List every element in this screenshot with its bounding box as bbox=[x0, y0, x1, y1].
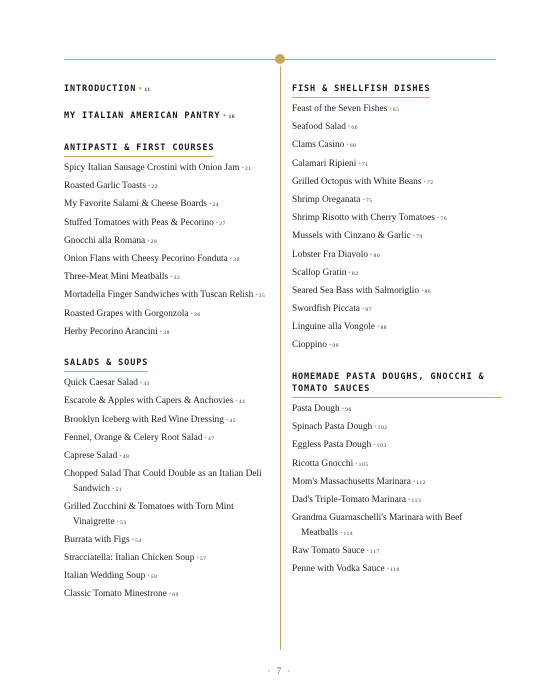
page-number: 27 bbox=[219, 220, 226, 227]
section-heading bbox=[292, 83, 502, 98]
bullet: • bbox=[370, 250, 373, 259]
page-number: 86 bbox=[424, 288, 432, 295]
toc-entry[interactable] bbox=[292, 193, 502, 209]
entry-title: Herby Pecorino Arancini bbox=[64, 326, 158, 337]
toc-entry[interactable] bbox=[292, 511, 502, 541]
entry-title: Lobster Fra Diavolo bbox=[292, 249, 369, 260]
page-number: 75 bbox=[365, 197, 373, 204]
page-number: 79 bbox=[416, 234, 423, 241]
left-sections bbox=[64, 142, 268, 603]
toc-right-column bbox=[292, 83, 502, 595]
toc-section-fish-shellfish-dishes bbox=[292, 83, 502, 354]
entry-title: Stracciatella: Italian Chicken Soup bbox=[64, 552, 195, 563]
entry-title: Italian Wedding Soup bbox=[64, 571, 146, 582]
bullet: • bbox=[255, 291, 258, 300]
bullet: • bbox=[355, 459, 358, 468]
page-number: 51 bbox=[115, 486, 123, 493]
page-number: 30 bbox=[233, 256, 240, 263]
toc-entry[interactable] bbox=[64, 569, 268, 585]
page-number: 22 bbox=[151, 184, 159, 191]
entry-title: Grandma Guarnaschelli's Marinara with Beef Meatballs bbox=[292, 513, 463, 538]
entry-title: Spinach Pasta Dough bbox=[292, 422, 373, 433]
toc-entry[interactable] bbox=[64, 161, 268, 177]
page-number: 60 bbox=[172, 592, 179, 599]
entry-title: Escarole & Apples with Capers & Anchovies bbox=[64, 396, 234, 407]
bullet: • bbox=[235, 397, 238, 406]
entry-title: Onion Flans with Cheesy Pecorino Fonduta bbox=[64, 253, 228, 264]
page-number: 118 bbox=[390, 567, 400, 574]
toc-section-salads-soups bbox=[64, 357, 268, 603]
page-number: 21 bbox=[244, 166, 252, 172]
toc-entry[interactable] bbox=[64, 252, 268, 268]
bullet: • bbox=[215, 218, 219, 227]
page-number: 82 bbox=[351, 270, 359, 277]
bullet: • bbox=[204, 433, 207, 442]
page-number: 87 bbox=[365, 307, 373, 314]
bullet: • bbox=[225, 415, 229, 424]
bullet: • bbox=[366, 546, 370, 555]
page-number: 117 bbox=[370, 548, 380, 555]
page-number: 105 bbox=[358, 461, 369, 468]
section-heading bbox=[64, 142, 268, 157]
bullet: • bbox=[328, 341, 332, 350]
entry-title: Roasted Garlic Toasts bbox=[64, 181, 146, 192]
toc-entry[interactable] bbox=[64, 533, 268, 549]
bullet: • bbox=[412, 232, 416, 241]
bullet: • bbox=[423, 177, 426, 186]
toc-entry[interactable] bbox=[292, 457, 502, 473]
page-number: 32 bbox=[173, 275, 181, 282]
bullet: • bbox=[348, 268, 351, 277]
bullet: • bbox=[170, 273, 173, 282]
entry-title: Grilled Zucchini & Tomatoes with Torn Mint Vinaigrette bbox=[64, 502, 234, 527]
entry-title: Clams Casino bbox=[292, 140, 345, 151]
toc-entry[interactable] bbox=[64, 307, 268, 323]
section-title: FISH & SHELLFISH DISHES bbox=[292, 83, 430, 98]
toc-entry[interactable] bbox=[64, 376, 268, 392]
entry-title: Penne with Vodka Sauce bbox=[292, 564, 385, 575]
entry-title: Caprese Salad bbox=[64, 451, 118, 462]
section-heading bbox=[292, 371, 502, 398]
entry-title: Burrata with Figs bbox=[64, 534, 130, 545]
toc-entry[interactable] bbox=[292, 475, 502, 491]
toc-left-column bbox=[64, 83, 268, 620]
page-number: 65 bbox=[392, 107, 400, 113]
entry-title: Grilled Octopus with White Beans bbox=[292, 176, 422, 187]
bullet: • bbox=[374, 423, 377, 432]
bullet: • bbox=[421, 286, 424, 295]
page-number: 72 bbox=[426, 179, 434, 186]
entry-title: Dad's Triple-Tomato Marinara bbox=[292, 494, 407, 505]
page-number: 113 bbox=[411, 497, 422, 504]
section-heading bbox=[64, 357, 268, 372]
bullet: • bbox=[147, 182, 151, 191]
entry-title: Spicy Italian Sausage Crostini with Onion Jam bbox=[64, 163, 240, 173]
toc-entry[interactable] bbox=[64, 500, 268, 530]
page-number: 24 bbox=[212, 202, 220, 209]
entry-title: Calamari Ripieni bbox=[292, 158, 357, 169]
toc-entry[interactable] bbox=[64, 449, 268, 465]
gold-dot-ornament bbox=[275, 54, 285, 64]
toc-entry[interactable] bbox=[292, 157, 502, 173]
entry-title: Quick Caesar Salad bbox=[64, 378, 138, 389]
bullet: • bbox=[436, 214, 440, 223]
page-number: 58 bbox=[150, 574, 158, 581]
bullet: • bbox=[241, 164, 244, 172]
bullet: • bbox=[116, 517, 120, 526]
entry-title: Brooklyn Iceberg with Red Wine Dressing bbox=[64, 414, 224, 425]
page-number: 35 bbox=[258, 293, 266, 300]
bullet: • bbox=[168, 590, 172, 599]
bullet: • bbox=[119, 452, 122, 461]
bullet: • bbox=[138, 85, 144, 93]
entry-title: Mussels with Cinzano & Garlic bbox=[292, 231, 411, 242]
toc-entry[interactable] bbox=[64, 467, 268, 497]
page-number: 103 bbox=[376, 443, 387, 450]
entry-title: Cioppino bbox=[292, 340, 327, 351]
page-number: 114 bbox=[343, 530, 354, 537]
entry-title: Chopped Salad That Could Double as an Italian Deli Sandwich bbox=[64, 469, 262, 494]
bullet: • bbox=[131, 535, 135, 544]
page-footer: · 7 · bbox=[267, 666, 293, 676]
toc-entry[interactable] bbox=[292, 420, 502, 436]
entry-title: Shrimp Risotto with Cherry Tomatoes bbox=[292, 213, 435, 224]
toc-entry[interactable] bbox=[292, 402, 502, 418]
bullet: • bbox=[412, 477, 416, 486]
entry-title: Roasted Grapes with Gorgonzola bbox=[64, 308, 189, 319]
page-number: 47 bbox=[207, 435, 215, 442]
page-number: 88 bbox=[380, 325, 388, 332]
entry-title: Ricotta Gnocchi bbox=[292, 458, 354, 469]
page-number: 68 bbox=[349, 143, 357, 150]
bullet: • bbox=[222, 112, 228, 120]
entry-title: Raw Tomato Sauce bbox=[292, 545, 365, 556]
entry-title: Shrimp Oreganata bbox=[292, 194, 361, 205]
entry-title: Seared Sea Bass with Salmoriglio bbox=[292, 285, 420, 296]
toc-entry[interactable] bbox=[292, 248, 502, 264]
toc-entry[interactable] bbox=[292, 493, 502, 509]
bullet: • bbox=[229, 254, 233, 263]
toc-entry[interactable] bbox=[292, 175, 502, 191]
page-number: 28 bbox=[150, 238, 158, 245]
page-number: 36 bbox=[194, 311, 201, 318]
entry-title: Mom's Massachusetts Marinara bbox=[292, 476, 411, 487]
section-title: SALADS & SOUPS bbox=[64, 357, 148, 372]
column-divider bbox=[280, 66, 281, 650]
bullet: • bbox=[361, 305, 365, 314]
toc-entry[interactable] bbox=[64, 413, 268, 429]
toc-entry[interactable] bbox=[292, 562, 502, 578]
bullet: • bbox=[386, 565, 390, 574]
bullet: • bbox=[347, 123, 351, 132]
entry-title: Eggless Pasta Dough bbox=[292, 440, 372, 451]
toc-entry[interactable] bbox=[292, 266, 502, 282]
toc-entry[interactable] bbox=[292, 211, 502, 227]
entry-title: Pasta Dough bbox=[292, 404, 340, 415]
bullet: • bbox=[408, 495, 411, 504]
page-number: 71 bbox=[361, 161, 369, 168]
toc-entry[interactable] bbox=[292, 120, 502, 136]
bullet: • bbox=[147, 572, 150, 581]
pantry-title: MY ITALIAN AMERICAN PANTRY bbox=[64, 111, 221, 121]
section-title: ANTIPASTI & FIRST COURSES bbox=[64, 142, 214, 157]
bullet: • bbox=[339, 528, 343, 537]
page-number: 48 bbox=[122, 454, 130, 461]
page-number: 43 bbox=[143, 381, 151, 388]
entry-title: Seafood Salad bbox=[292, 122, 346, 133]
entry-title: Swordfish Piccata bbox=[292, 304, 360, 315]
page-number: 102 bbox=[377, 425, 388, 432]
bullet: • bbox=[208, 200, 212, 209]
section-title: HOMEMADE PASTA DOUGHS, GNOCCHI & TOMATO SAUCES bbox=[292, 371, 502, 398]
toc-entry[interactable] bbox=[64, 197, 268, 213]
toc-entry[interactable] bbox=[292, 138, 502, 154]
toc-section-homemade-pasta-doughs-gnocchi-tomato-sauces bbox=[292, 371, 502, 578]
toc-entry[interactable] bbox=[64, 587, 268, 603]
toc-entry[interactable] bbox=[64, 216, 268, 232]
entry-title: Feast of the Seven Fishes bbox=[292, 104, 388, 114]
page-number: 57 bbox=[199, 555, 207, 562]
bullet: • bbox=[376, 323, 380, 332]
page-number: 112 bbox=[416, 479, 427, 486]
page-number: 54 bbox=[135, 537, 142, 544]
toc-entry[interactable] bbox=[292, 284, 502, 300]
bullet: • bbox=[346, 141, 349, 150]
toc-entry[interactable] bbox=[292, 338, 502, 354]
toc-entry[interactable] bbox=[64, 325, 268, 341]
entry-title: Mortadella Finger Sandwiches with Tuscan Relish bbox=[64, 290, 254, 301]
toc-entry[interactable] bbox=[292, 302, 502, 318]
page-number: 80 bbox=[373, 252, 381, 259]
bullet: • bbox=[139, 379, 143, 388]
bullet: • bbox=[147, 236, 150, 245]
toc-entry[interactable] bbox=[292, 102, 502, 118]
bullet: • bbox=[159, 327, 163, 336]
bullet: • bbox=[111, 484, 115, 493]
entry-title: Three-Meat Mini Meatballs bbox=[64, 272, 169, 283]
toc-entry[interactable] bbox=[292, 320, 502, 336]
entry-title: Stuffed Tomatoes with Peas & Pecorino bbox=[64, 217, 214, 228]
bullet: • bbox=[362, 195, 365, 204]
toc-section-antipasti-first-courses bbox=[64, 142, 268, 340]
entry-title: Classic Tomato Minestrone bbox=[64, 589, 167, 600]
page-number: 66 bbox=[351, 125, 359, 132]
toc-entry[interactable] bbox=[64, 270, 268, 286]
entry-title: Fennel, Orange & Celery Root Salad bbox=[64, 432, 203, 443]
bullet: • bbox=[190, 309, 193, 318]
page-number: 11 bbox=[144, 87, 151, 93]
toc-entry[interactable] bbox=[292, 544, 502, 560]
entry-title: Scallop Gratin bbox=[292, 267, 347, 278]
entry-title: My Favorite Salami & Cheese Boards bbox=[64, 199, 207, 210]
toc-pantry[interactable] bbox=[64, 110, 268, 123]
bullet: • bbox=[373, 441, 376, 450]
bullet: • bbox=[341, 405, 345, 414]
entry-title: Linguine alla Vongole bbox=[292, 322, 375, 333]
toc-entry[interactable] bbox=[292, 438, 502, 454]
toc-entry[interactable] bbox=[64, 234, 268, 250]
right-sections bbox=[292, 83, 502, 578]
toc-entry[interactable] bbox=[64, 179, 268, 195]
page-number: 45 bbox=[229, 417, 237, 424]
toc-entry[interactable] bbox=[64, 551, 268, 567]
page-number: 16 bbox=[228, 114, 236, 120]
page-number: 53 bbox=[120, 519, 127, 526]
toc-intro[interactable] bbox=[64, 83, 268, 96]
page-number: 44 bbox=[238, 399, 246, 406]
toc-entry[interactable] bbox=[64, 431, 268, 447]
intro-title: INTRODUCTION bbox=[64, 84, 137, 94]
bullet: • bbox=[389, 105, 392, 113]
toc-entry[interactable] bbox=[64, 394, 268, 410]
toc-entry[interactable] bbox=[64, 288, 268, 304]
page-number: 96 bbox=[345, 407, 352, 414]
page-number: 38 bbox=[163, 329, 170, 336]
entry-title: Gnocchi alla Romana bbox=[64, 235, 146, 246]
page-number: 90 bbox=[332, 343, 340, 350]
toc-entry[interactable] bbox=[292, 229, 502, 245]
page-number: 76 bbox=[440, 216, 448, 223]
bullet: • bbox=[196, 553, 199, 562]
bullet: • bbox=[358, 159, 361, 168]
